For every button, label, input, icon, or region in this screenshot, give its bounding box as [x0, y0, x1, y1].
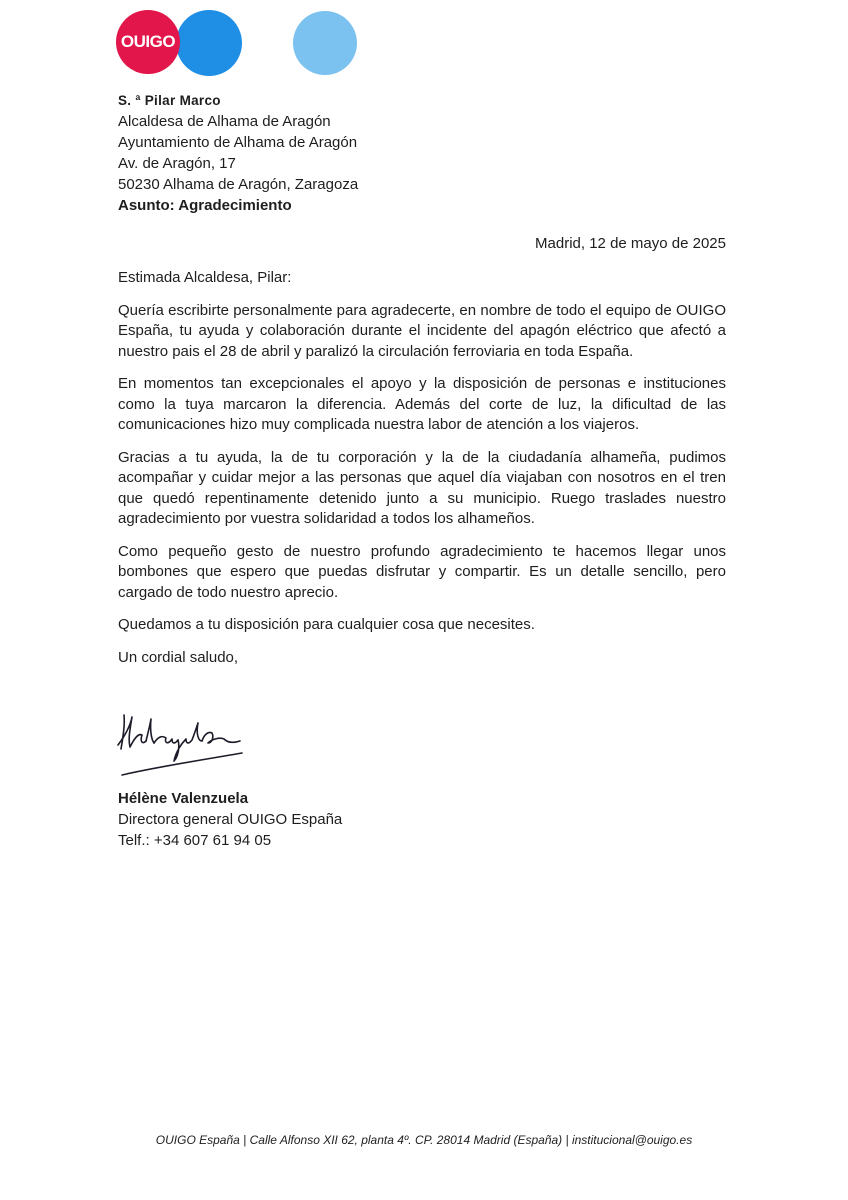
ouigo-logo — [116, 10, 366, 80]
signer-block — [118, 788, 342, 851]
paragraph: Gracias a tu ayuda, la de tu corporación y la de la ciudadanía alhameña, pudimos acompañar y cuidar mejor a las personas que aquel día viajaban con nosotros en el tren que quedó repentinamente detenido junto a su municipio. Ruego traslades nuestro agradecimiento por vuestra solidaridad a todos los alhameños. — [118, 448, 726, 527]
recipient-name: S. ª Pilar Marco — [118, 93, 221, 108]
paragraph: Quería escribirte personalmente para agradecerte, en nombre de todo el equipo de OUIGO España, tu ayuda y colaboración durante el incidente del apagón eléctrico que afectó a nuestro pais el 28 de abril y paralizó la circulación ferroviaria en toda España. — [118, 301, 726, 360]
signer-name: Hélène Valenzuela — [118, 790, 249, 807]
signer-title: Directora general OUIGO España — [118, 811, 343, 828]
letter-date: Madrid, 12 de mayo de 2025 — [535, 235, 726, 252]
recipient-line: Av. de Aragón, 17 — [118, 155, 236, 172]
letter-body — [118, 268, 726, 680]
recipient-line: 50230 Alhama de Aragón, Zaragoza — [118, 176, 359, 193]
logo-blue-circle — [176, 10, 242, 76]
paragraph: En momentos tan excepcionales el apoyo y la disposición de personas e instituciones como la tuya marcaron la diferencia. Además del corte de luz, la dificultad de las comunicaciones hizo muy complicada nuestra labor de atención a los viajeros. — [118, 375, 726, 433]
subject-line: Asunto: Agradecimiento — [118, 197, 292, 214]
recipient-line: Ayuntamiento de Alhama de Aragón — [118, 134, 358, 151]
handwritten-signature — [116, 705, 251, 783]
paragraph: Quedamos a tu disposición para cualquier cosa que necesites. — [118, 616, 535, 633]
closing: Un cordial saludo, — [118, 648, 239, 666]
logo-light-blue-circle — [293, 11, 357, 75]
recipient-block — [118, 90, 358, 216]
signer-phone: Telf.: +34 607 61 94 05 — [118, 832, 272, 849]
salutation: Estimada Alcaldesa, Pilar: — [118, 269, 292, 286]
footer-address: OUIGO España | Calle Alfonso XII 62, planta 4º. CP. 28014 Madrid (España) | institucional@ouigo.es — [155, 1133, 693, 1147]
recipient-line: Alcaldesa de Alhama de Aragón — [118, 113, 331, 130]
logo-wordmark: OUIGO — [120, 32, 176, 51]
paragraph: Como pequeño gesto de nuestro profundo agradecimiento te hacemos llegar unos bombones que espero que puedas disfrutar y compartir. Es un detalle sencillo, pero cargado de todo nuestro aprecio. — [118, 542, 726, 601]
